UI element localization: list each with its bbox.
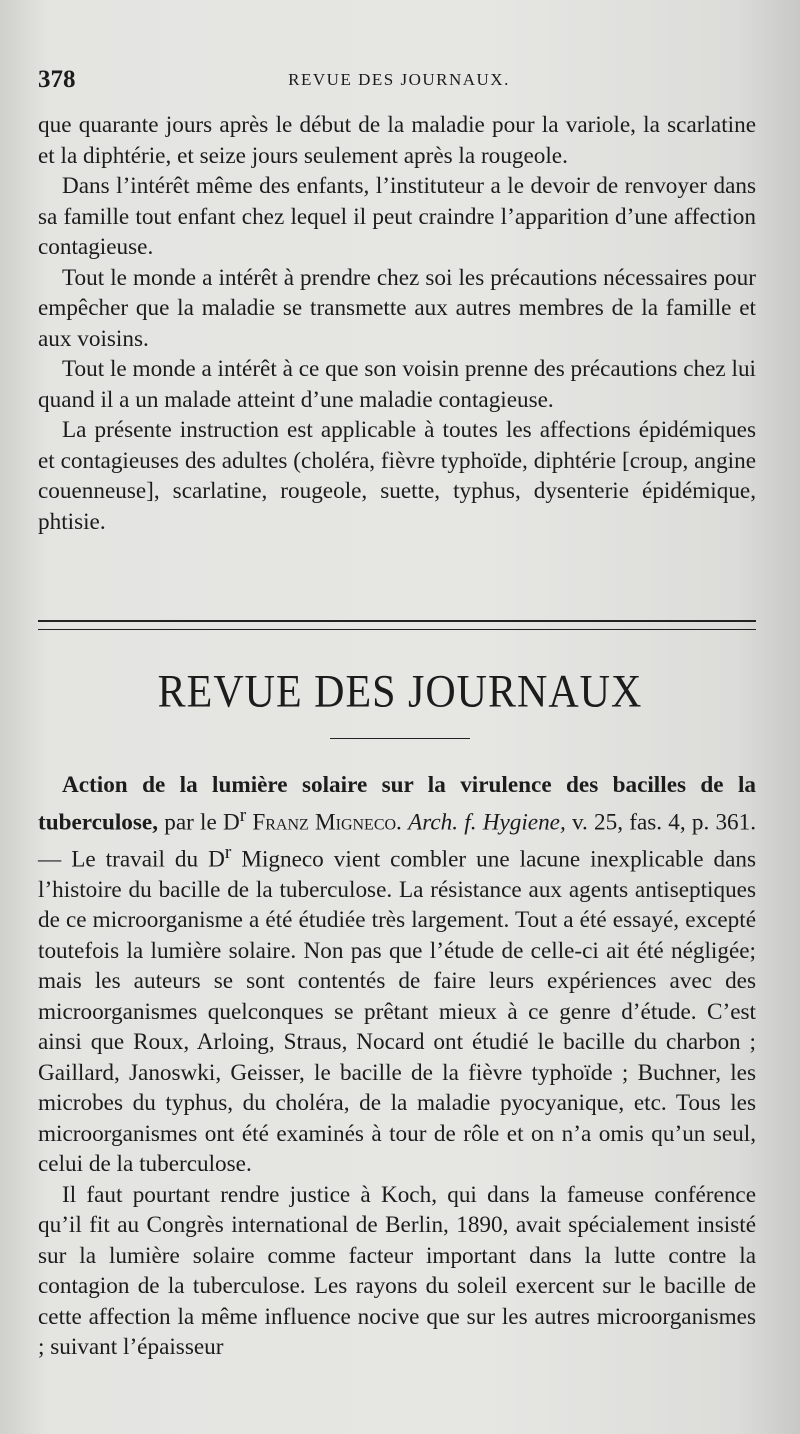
article-title: Action de la lumière solaire sur la virulence des bacilles de la tuberculose, bbox=[38, 772, 756, 836]
page-header bbox=[38, 66, 760, 102]
paragraph: La présente instruction est applicable à toutes les affections épidémiques et contagieuses des adultes (choléra, fièvre typhoïde, diphtérie [croup, angine couenneuse], scarlatine, rougeole, suette, typhus, dysenterie épidémique, phtisie. bbox=[38, 417, 756, 535]
previous-article-text bbox=[38, 110, 756, 537]
divider-rule-thin bbox=[38, 629, 756, 630]
article-reference: v. 25, fas. 4, p. 361. — Le travail du D bbox=[38, 809, 757, 873]
article-text bbox=[38, 770, 756, 1363]
paragraph: Il faut pourtant rendre justice à Koch, qui dans la fameuse conférence qu’il fit au Congrès international de Berlin, 1890, avait spécialement insisté sur la lumière solaire comme facteur important dans la lutte contre la contagion de la tuberculose. Les rayons du soleil exercent sur le bacille de cette affection la même influence nocive que sur les autres microorganismes ; suivant l’épaisseur bbox=[38, 1181, 756, 1361]
divider-rule-thick bbox=[38, 620, 756, 622]
article-body: Migneco vient combler une lacune inexplicable dans l’histoire du bacille de la tuberculose. La résistance aux agents antiseptiques de ce microorganisme a été étudiée très largement. Tout a été essayé, excepté toutefois la lumière solaire. Non pas que l’étude de celle-ci ait été négligée; mais les auteurs se sont contentés de faire leurs expériences avec des microorganismes quelconques se prêtant mieux à ce genre d’étude. C’est ainsi que Roux, Arloing, Straus, Nocard ont étudié le bacille du charbon ; Gaillard, Janoswki, Geisser, le bacille de la fièvre typhoïde ; Buchner, les microbes du typhus, du choléra, de la maladie pyocyanique, etc. Tous les microorganismes ont été examinés à tour de rôle et on n’a omis qu’un seul, celui de la tuberculose. bbox=[38, 846, 757, 1178]
paragraph: Dans l’intérêt même des enfants, l’instituteur a le devoir de renvoyer dans sa famille tout enfant chez lequel il peut craindre l’apparition d’une affection contagieuse. bbox=[38, 173, 756, 260]
article-author: Franz Migneco. bbox=[252, 809, 402, 836]
page-number: 378 bbox=[38, 66, 76, 93]
article-by-sup: r bbox=[239, 804, 247, 826]
section-title: REVUE DES JOURNAUX bbox=[157, 666, 643, 718]
paragraph: Tout le monde a intérêt à prendre chez soi les précautions nécessaires pour empêcher que la maladie se transmette aux autres membres de la famille et aux voisins. bbox=[38, 264, 756, 352]
title-underline bbox=[330, 738, 470, 739]
article-by: par le D bbox=[164, 809, 240, 836]
paragraph: Tout le monde a intérêt à ce que son voisin prenne des précautions chez lui quand il a un malade atteint d’une maladie contagieuse. bbox=[38, 356, 756, 413]
running-head: REVUE DES JOURNAUX. bbox=[288, 70, 510, 89]
article-journal: Arch. f. Hygiene, bbox=[408, 809, 566, 836]
section-divider bbox=[38, 620, 756, 630]
article-ref-sup: r bbox=[224, 841, 232, 863]
paragraph: que quarante jours après le début de la maladie pour la variole, la scarlatine et la diphtérie, et seize jours seulement après la rougeole. bbox=[38, 112, 756, 169]
article-first-paragraph bbox=[38, 770, 756, 1180]
